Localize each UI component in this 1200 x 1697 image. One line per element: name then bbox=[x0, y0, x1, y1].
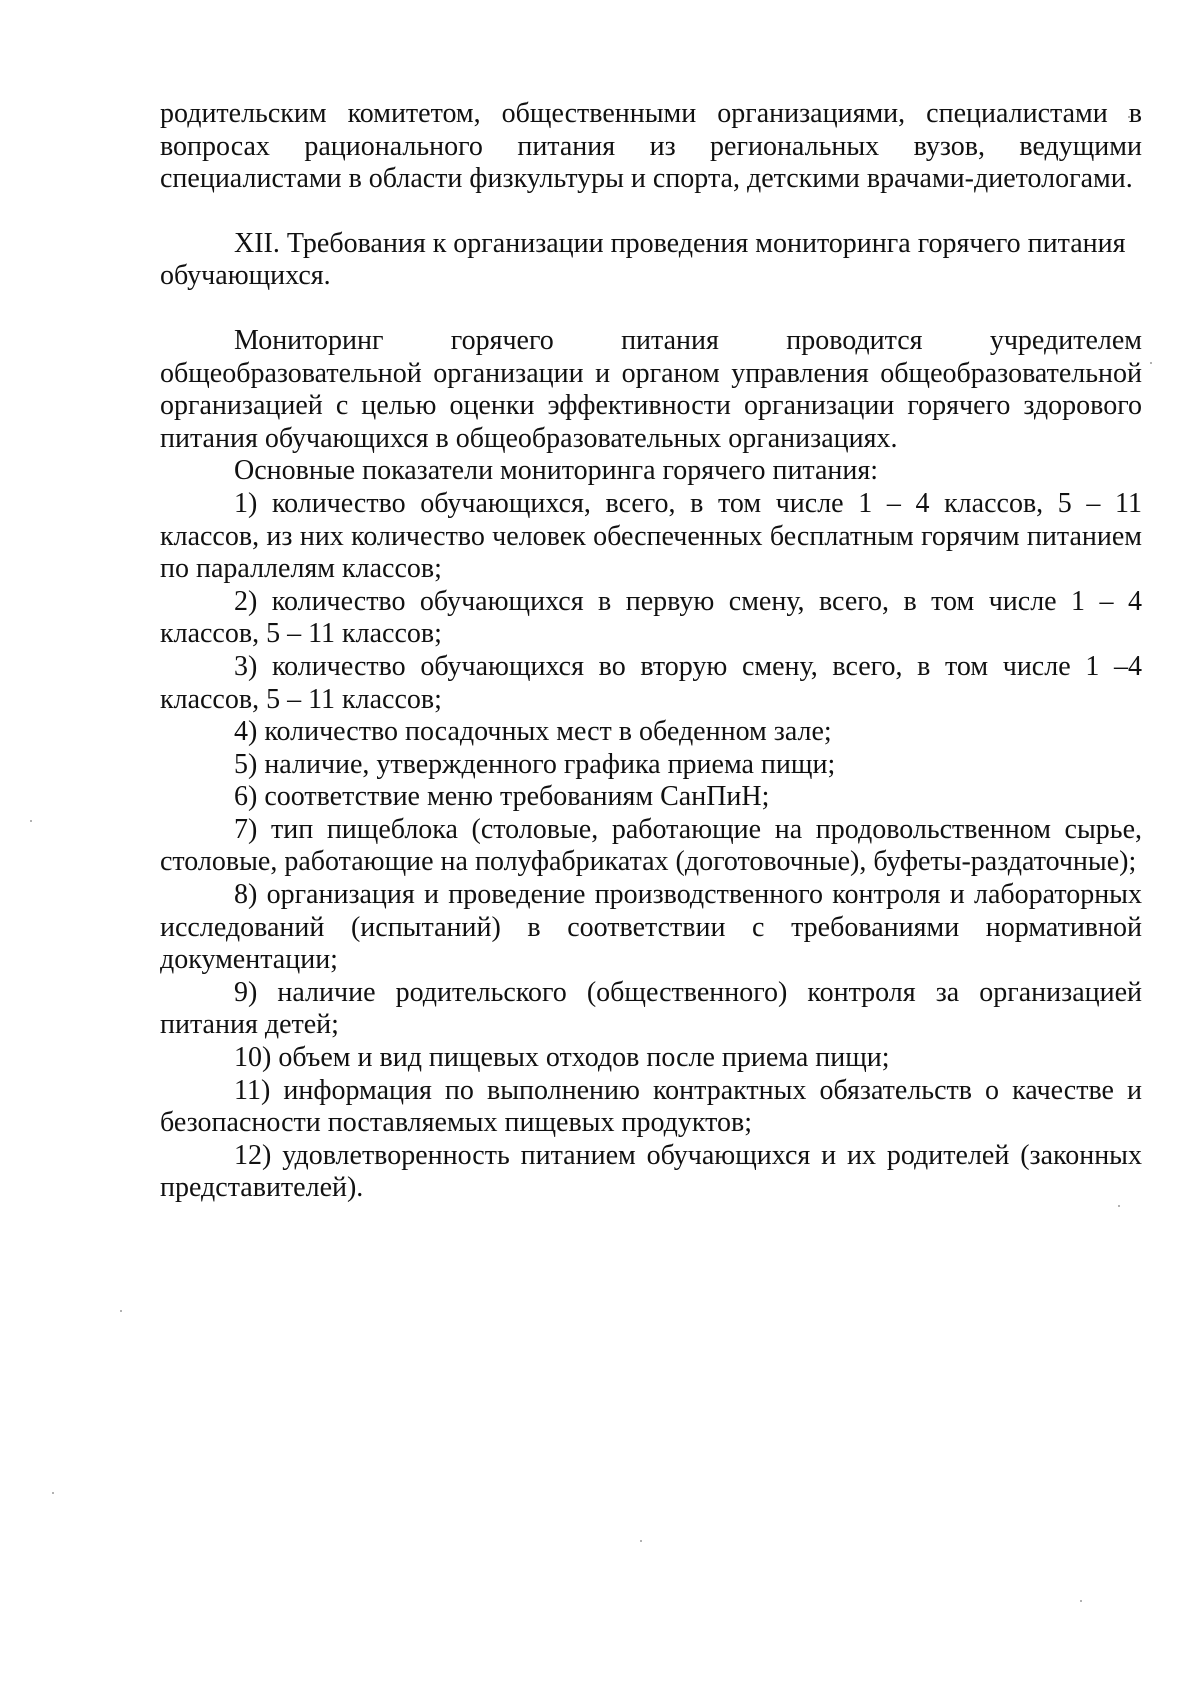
indicator-item: 2) количество обучающихся в первую смену, всего, в том числе 1 – 4 классов, 5 – 11 классов; bbox=[160, 585, 1142, 650]
scan-speck bbox=[1080, 1600, 1082, 1602]
monitoring-paragraph: Мониторинг горячего питания проводится учредителем общеобразовательной организации и органом управления общеобразовательной организацией с целью оценки эффективности организации горячего здорового питания обучающихся в общеобразовательных организациях. bbox=[160, 324, 1142, 454]
indicator-item: 7) тип пищеблока (столовые, работающие на продовольственном сырье, столовые, работающие на полуфабрикатах (доготовочные), буфеты-раздаточные); bbox=[160, 813, 1142, 878]
intro-paragraph: родительским комитетом, общественными организациями, специалистами в вопросах рационального питания из региональных вузов, ведущими специалистами в области физкультуры и спорта, детскими врачами-диетологами. bbox=[160, 98, 1142, 195]
indicator-item: 11) информация по выполнению контрактных обязательств о качестве и безопасности поставляемых пищевых продуктов; bbox=[160, 1074, 1142, 1139]
scan-speck bbox=[1150, 362, 1152, 364]
indicator-item: 10) объем и вид пищевых отходов после приема пищи; bbox=[234, 1042, 890, 1074]
indicator-item: 6) соответствие меню требованиям СанПиН; bbox=[234, 781, 770, 813]
indicator-item: 9) наличие родительского (общественного) контроля за организацией питания детей; bbox=[160, 976, 1142, 1041]
scan-speck bbox=[52, 1492, 54, 1494]
indicator-item: 5) наличие, утвержденного графика приема пищи; bbox=[234, 748, 836, 780]
document-body bbox=[160, 98, 1142, 1205]
scan-speck bbox=[1118, 1205, 1120, 1207]
indicator-item: 1) количество обучающихся, всего, в том числе 1 – 4 классов, 5 – 11 классов, из них количество человек обеспеченных бесплатным горячим питанием по параллелям классов; bbox=[160, 487, 1142, 585]
scan-speck bbox=[640, 1540, 642, 1542]
indicators-intro: Основные показатели мониторинга горячего питания: bbox=[234, 455, 879, 487]
indicator-item: 12) удовлетворенность питанием обучающихся и их родителей (законных представителей). bbox=[160, 1139, 1142, 1204]
indicator-item: 4) количество посадочных мест в обеденном зале; bbox=[234, 716, 832, 748]
indicator-item: 3) количество обучающихся во вторую смену, всего, в том числе 1 –4 классов, 5 – 11 классов; bbox=[160, 650, 1142, 715]
section-heading: XII. Требования к организации проведения мониторинга горячего питания обучающихся. bbox=[160, 227, 1126, 292]
scan-speck bbox=[120, 1310, 122, 1312]
indicator-item: 8) организация и проведение производственного контроля и лабораторных исследований (испытаний) в соответствии с требованиями нормативной документации; bbox=[160, 879, 1142, 976]
scan-speck bbox=[30, 820, 32, 822]
